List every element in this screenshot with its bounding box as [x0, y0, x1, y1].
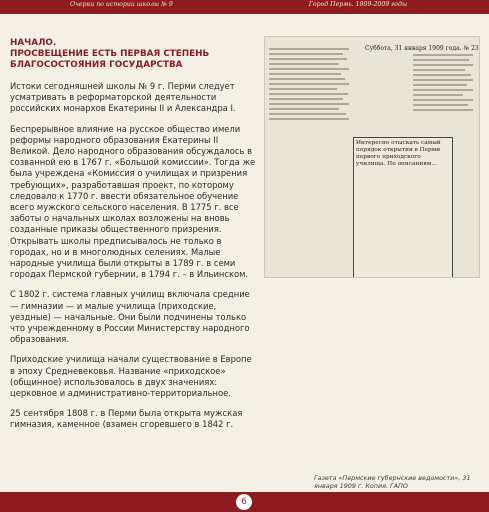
clipping-dateline: Суббота, 31 января 1909 года. № 23	[365, 45, 479, 52]
paragraph-1: Истоки сегодняшней школы № 9 г. Перми следует усматривать в реформаторской деятельности российских монархов Екатерины II и Александра I.	[10, 81, 236, 114]
heading-line-1: НАЧАЛО.	[10, 38, 57, 48]
header-right-title: Город Пермь. 1809-2009 годы	[308, 1, 407, 8]
page-number: 6	[236, 494, 252, 510]
paragraph-3: С 1802 г. система главных училищ включала средние — гимназии — и малые училища (приходские, уездные) — начальные. Они были подчинены только что учрежденному в России Министерству народного образования.	[10, 289, 250, 345]
heading-line-3: БЛАГОСОСТОЯНИЯ ГОСУДАРСТВА	[10, 60, 183, 70]
clipping-caption: Газета «Пермские губернские ведомости», 31 января 1909 г. Копия. ГАПО	[314, 474, 471, 490]
article-heading	[10, 38, 258, 71]
header-left-title: Очерки по истории школы № 9	[70, 1, 173, 8]
clipping-left-column	[269, 45, 353, 275]
paragraph-4: Приходские училища начали существование в Европе в эпоху Средневековья. Название «приходское» (общинное) использовалось в двух значениях: церковное и административно-территориальное.	[10, 354, 252, 399]
highlighted-article-text: Интересно отыскать самый порядок открытия в Перми первого приходского училища. По описаниям...	[356, 140, 441, 167]
paragraph-2: Беспрерывное влияние на русское общество имели реформы народного образования Екатерины II Великой. Дело народного образования обсуждалось в созванной ею в 1767 г. «Большой комиссии». Тогда же была учреждена «Комиссия о училищах и призрения требующих», разработавшая проект, по которому следовало к 1770 г. ввести обязательное обучение всего мужского сельского населения. В 1775 г. все заботы о начальных школах возложены на вновь созданные приказы общественного призрения. Открывать школы предписывалось не только в городах, но и в многолюдных селениях. Малые народные училища были открыты в 1789 г. в семи городах Пермской губернии, в 1794 г. – в Ильинском.	[10, 123, 256, 280]
highlighted-article	[353, 137, 453, 278]
newspaper-clipping	[264, 36, 480, 278]
article-column	[10, 38, 258, 440]
header-bar	[0, 0, 489, 14]
paragraph-5: 25 сентября 1808 г. в Перми была открыта мужская гимназия, каменное (взамен сгоревшего в 1842 г.	[10, 408, 243, 430]
heading-line-2: ПРОСВЕЩЕНИЕ ЕСТЬ ПЕРВАЯ СТЕПЕНЬ	[10, 49, 210, 59]
